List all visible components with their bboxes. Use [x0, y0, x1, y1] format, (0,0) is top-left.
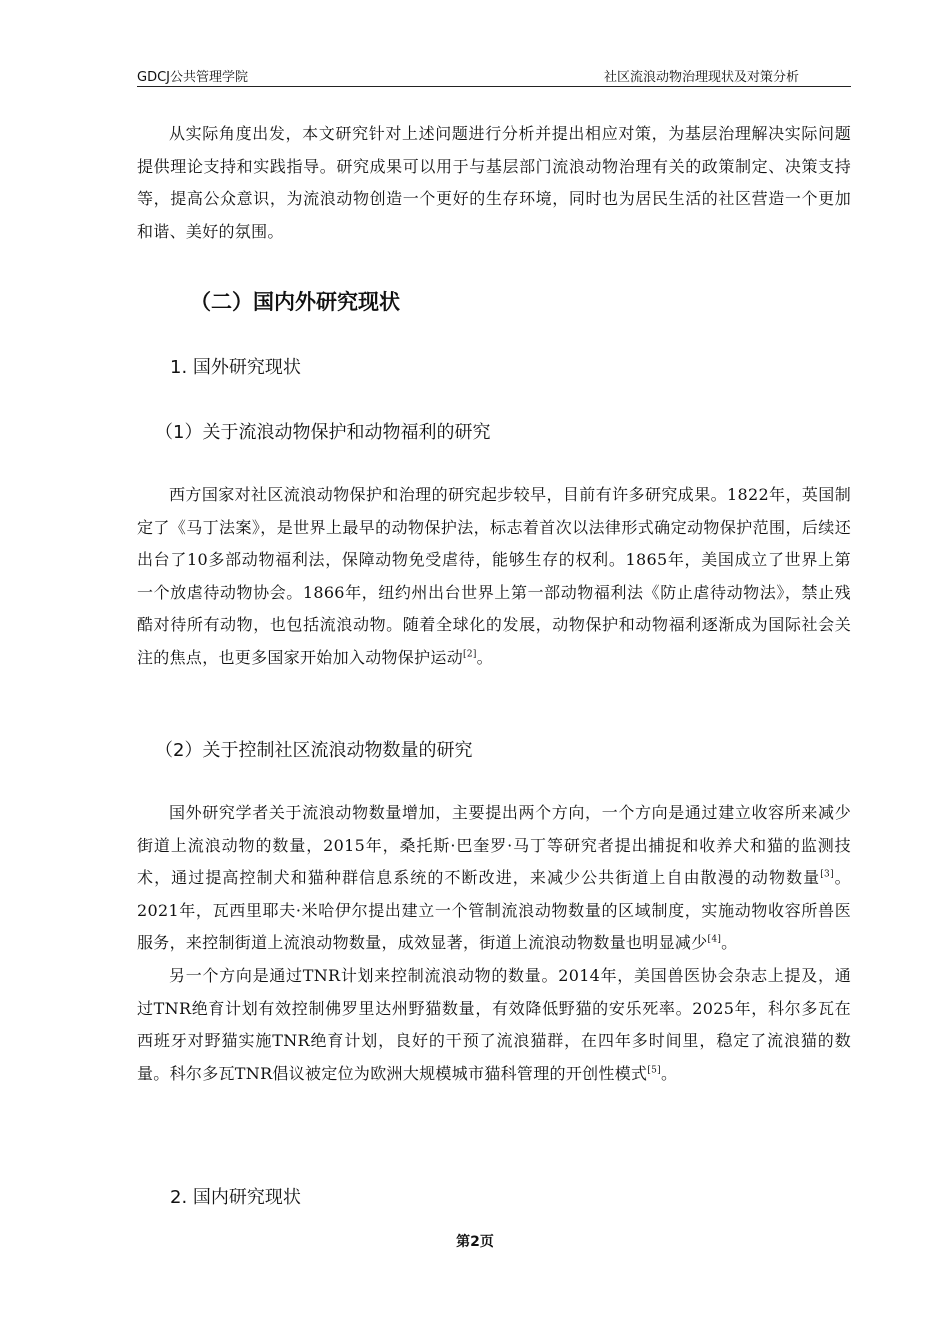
- subsection-heading-foreign: 1. 国外研究现状: [170, 357, 301, 378]
- intro-paragraph: 从实际角度出发，本文研究针对上述问题进行分析并提出相应对策，为基层治理解决实际问题提供理论支持和实践指导。研究成果可以用于与基层部门流浪动物治理有关的政策制定、决策支持等，提高公众意识，为流浪动物创造一个更好的生存环境，同时也为居民生活的社区营造一个更加和谐、美好的氛围。: [137, 124, 851, 241]
- citation-4: [4]: [707, 935, 722, 946]
- tnr-text-a: 另一个方向是通过TNR计划来控制流浪动物的数量。2014年，美国兽医协会杂志上提及，通过TNR绝育计划有效控制佛罗里达州野猫数量，有效降低野猫的安乐死率。2025年，科尔多瓦在西班牙对野猫实施TNR绝育计划，良好的干预了流浪猫群，在四年多时间里，稳定了流浪猫的数量。科尔多瓦TNR倡议被定位为欧洲大规模城市猫科管理的开创性模式: [137, 965, 851, 1083]
- population-control-block: [137, 797, 851, 1090]
- citation-5: [5]: [647, 1065, 661, 1076]
- subsection-heading-domestic: 2. 国内研究现状: [170, 1187, 301, 1208]
- subsubsection-heading-population-control: （2）关于控制社区流浪动物数量的研究: [155, 740, 473, 761]
- animal-welfare-block: [137, 479, 851, 675]
- shelter-text-a: 国外研究学者关于流浪动物数量增加，主要提出两个方向，一个方向是通过建立收容所来减少街道上流浪动物的数量，2015年，桑托斯·巴奎罗·马丁等研究者提出捕捉和收养犬和猫的监测技术，通过提高控制犬和猫种群信息系统的不断改进，来减少公共街道上自由散漫的动物数量: [137, 803, 851, 888]
- header-institution: GDCJ公共管理学院: [137, 70, 248, 85]
- section-heading-research-status: （二）国内外研究现状: [190, 290, 400, 314]
- citation-3: [3]: [820, 869, 834, 880]
- animal-welfare-paragraph: [137, 479, 851, 675]
- subsubsection-heading-animal-welfare: （1）关于流浪动物保护和动物福利的研究: [155, 422, 491, 443]
- header-title: 社区流浪动物治理现状及对策分析: [603, 70, 799, 85]
- shelter-paragraph: [137, 797, 851, 960]
- tnr-paragraph: [137, 960, 851, 1090]
- page-header: [137, 66, 851, 87]
- shelter-text-b: 。2021年，瓦西里耶夫·米哈伊尔提出建立一个管制流浪动物数量的区域制度，实施动物收容所兽医服务，来控制街道上流浪动物数量，成效显著，街道上流浪动物数量也明显减少: [137, 868, 851, 953]
- citation-2: [2]: [463, 649, 477, 660]
- tnr-text-b: 。: [660, 1063, 678, 1083]
- period: 。: [476, 647, 493, 667]
- animal-welfare-text: 西方国家对社区流浪动物保护和治理的研究起步较早，目前有许多研究成果。1822年，英国制定了《马丁法案》，是世界上最早的动物保护法，标志着首次以法律形式确定动物保护范围，后续还出台了10多部动物福利法，保障动物免受虐待，能够生存的权利。1865年，美国成立了世界上第一个放虐待动物协会。1866年，纽约州出台世界上第一部动物福利法《防止虐待动物法》，禁止残酷对待所有动物，也包括流浪动物。随着全球化的发展，动物保护和动物福利逐渐成为国际社会关注的焦点，也更多国家开始加入动物保护运动: [137, 485, 851, 667]
- shelter-text-c: 。: [721, 933, 738, 953]
- page-number: 第2页: [456, 1234, 494, 1250]
- intro-block: [137, 118, 851, 248]
